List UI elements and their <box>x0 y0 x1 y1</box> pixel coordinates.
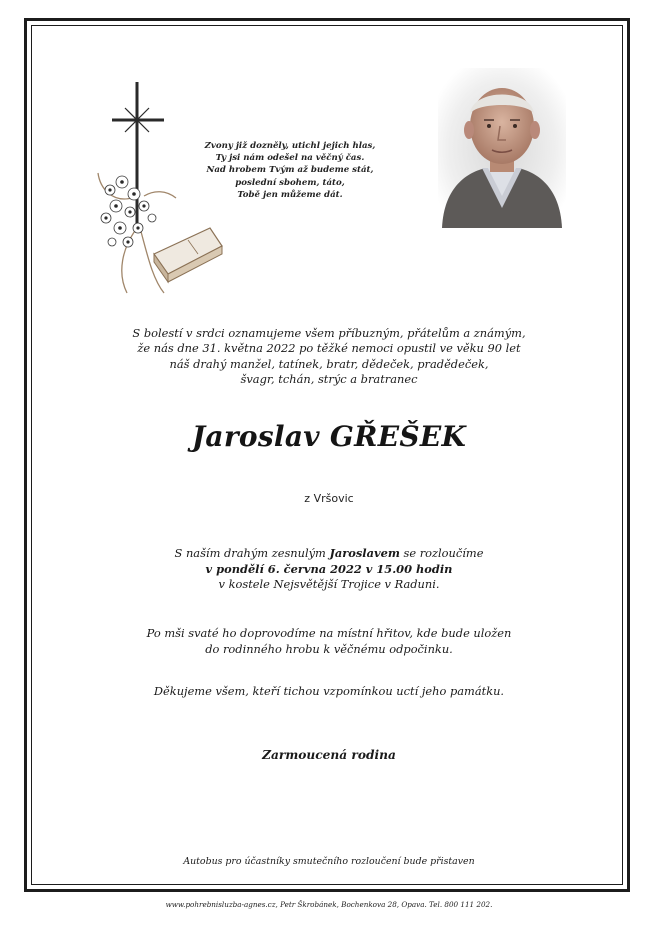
announcement-line: náš drahý manžel, tatínek, bratr, dědeček, pradědeček, <box>169 356 489 371</box>
farewell-text: S naším drahým zesnulým <box>174 546 330 560</box>
announcement-line: S bolestí v srdci oznamujeme všem příbuzným, přátelům a známým, <box>132 326 526 340</box>
poem-line: Tobě jen můžeme dát. <box>237 189 343 200</box>
burial-line: do rodinného hrobu k věčnému odpočinku. <box>205 641 453 656</box>
poem-line: Ty jsi nám odešel na věčný čas. <box>215 153 365 164</box>
announcement <box>100 326 558 388</box>
announcement-line: švagr, tchán, strýc a bratranec <box>240 372 418 387</box>
farewell-line-1 <box>90 546 568 562</box>
announcement-line: že nás dne 31. května 2022 po těžké nemoci opustil ve věku 90 let <box>137 341 521 356</box>
poem-line: Nad hrobem Tvým až budeme stát, <box>206 165 374 176</box>
farewell-text: se rozloučíme <box>399 546 484 560</box>
poem-line: poslední sbohem, táto, <box>235 177 345 188</box>
thanks-line: Děkujeme všem, kteří tichou vzpomínkou uctí jeho památku. <box>153 684 505 698</box>
burial-line: Po mši svaté ho doprovodíme na místní hřitov, kde bude uložen <box>146 626 512 640</box>
farewell-date: v pondělí 6. června 2022 v 15.00 hodin <box>205 561 453 576</box>
farewell-place: v kostele Nejsvětější Trojice v Raduni. <box>218 577 440 592</box>
signature: Zarmoucená rodina <box>262 748 396 762</box>
deceased-name: Jaroslav GŘEŠEK <box>191 420 467 453</box>
portrait-photo <box>438 68 566 228</box>
farewell-name: Jaroslavem <box>329 546 400 560</box>
footer-contact: www.pohrebnisluzba-agnes.cz, Petr Škrobánek, Bochenkova 28, Opava. Tel. 800 111 202. <box>165 900 493 909</box>
burial-info <box>90 626 568 657</box>
poem <box>190 140 390 201</box>
poem-line: Zvony již dozněly, utichl jejich hlas, <box>204 141 376 151</box>
bus-note: Autobus pro účastníky smutečního rozloučení bude přistaven <box>183 856 475 867</box>
origin: z Vršovic <box>304 492 354 505</box>
farewell-info <box>90 546 568 593</box>
